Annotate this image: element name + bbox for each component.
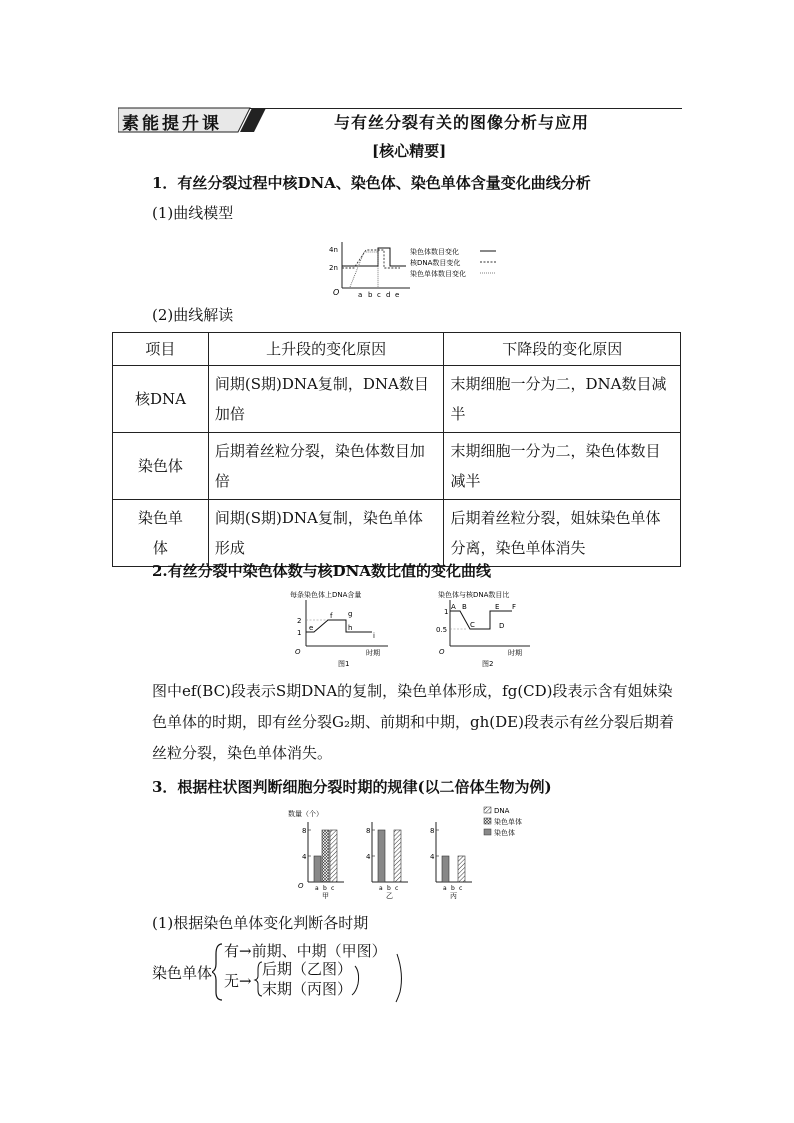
fig1-ytick-2: 2 — [297, 617, 302, 625]
inner-brace — [255, 962, 262, 996]
bar-y-tick: 8 — [302, 827, 307, 835]
x-label-a: a — [358, 291, 363, 299]
fig1-ytick-1: 1 — [297, 629, 302, 637]
chromatid-curve — [350, 252, 378, 287]
bar-origin: O — [298, 882, 304, 890]
bar-x-label: c — [395, 885, 399, 892]
table-cell-item: 核DNA — [113, 366, 209, 433]
y-tick-2n: 2n — [329, 264, 338, 272]
y-tick-4n: 4n — [329, 246, 338, 254]
section1-sub1: (1)曲线模型 — [152, 204, 234, 222]
bar-甲-a — [314, 856, 321, 882]
fig1-origin: O — [295, 648, 301, 656]
x-label-c: c — [377, 291, 381, 299]
table-header: 项目 — [113, 333, 209, 366]
table-cell-rise: 间期(S期)DNA复制，DNA数目加倍 — [208, 366, 444, 433]
bar-x-label: c — [459, 885, 463, 892]
table-header: 下降段的变化原因 — [444, 333, 681, 366]
bar-x-label: b — [323, 885, 327, 892]
x-label-d: d — [386, 291, 391, 299]
section1-sub2: (2)曲线解读 — [152, 306, 234, 324]
fig1-point-g: g — [348, 610, 353, 618]
fig2-xlabel: 时期 — [508, 649, 522, 657]
bar-marks — [298, 822, 472, 900]
legend-chromatid: 染色单体数目变化 — [410, 270, 466, 278]
bar-x-label: b — [387, 885, 391, 892]
section2-paragraph — [152, 676, 682, 769]
table-cell-fall: 末期细胞一分为二，DNA数目减半 — [444, 366, 681, 433]
fig2-point-F: F — [512, 603, 517, 611]
fig2-point-B: B — [462, 603, 467, 611]
fig1-caption: 图1 — [338, 660, 350, 668]
x-label-e: e — [395, 291, 400, 299]
bar-x-label: a — [379, 885, 383, 892]
bar-乙-c — [394, 830, 401, 882]
legend-chromosome: 染色体 — [494, 829, 515, 837]
bar-panel-name: 甲 — [322, 892, 329, 900]
fig2-origin: O — [439, 648, 445, 656]
outer-brace — [212, 944, 222, 1000]
fig1-xlabel: 时期 — [366, 649, 380, 657]
section3-sub1: (1)根据染色单体变化判断各时期 — [152, 914, 369, 932]
chromosome-curve — [342, 248, 406, 266]
table-row — [113, 433, 681, 500]
section3-heading: 3．根据柱状图判断细胞分裂时期的规律(以二倍体生物为例) — [152, 778, 552, 796]
section1-heading: 1．有丝分裂过程中核DNA、染色体、染色单体含量变化曲线分析 — [152, 174, 591, 192]
fig2-title: 染色体与核DNA数目比 — [438, 591, 510, 599]
table-row — [113, 366, 681, 433]
figure2-chart — [430, 588, 540, 668]
bar-x-label: a — [443, 885, 447, 892]
table-header: 上升段的变化原因 — [208, 333, 444, 366]
dna-curve — [342, 250, 400, 268]
section2-heading: 2.有丝分裂中染色体数与核DNA数比值的变化曲线 — [152, 562, 492, 580]
bar-y-tick: 8 — [430, 827, 435, 835]
ylabel-1: 数量（个） — [288, 810, 323, 818]
table-row — [113, 500, 681, 567]
fig1-point-f: f — [330, 612, 333, 620]
legend-chromosome: 染色体数目变化 — [410, 248, 459, 256]
bar-charts — [286, 804, 536, 900]
bar-丙-a — [442, 856, 449, 882]
table-header-row — [113, 333, 681, 366]
figure1-chart — [286, 588, 396, 668]
table-cell-item: 染色单体 — [113, 500, 209, 567]
fig2-point-A: A — [451, 603, 456, 611]
bar-panel-name: 丙 — [450, 892, 457, 900]
judge-end: 末期（丙图） — [262, 980, 353, 998]
fig2-caption: 图2 — [482, 660, 494, 668]
fig1-point-h: h — [348, 624, 353, 632]
bar-y-tick: 4 — [366, 853, 371, 861]
core-summary-label: [核心精要] — [372, 142, 447, 160]
table-cell-rise: 后期着丝粒分裂，染色体数目加倍 — [208, 433, 444, 500]
bar-丙-c — [458, 856, 465, 882]
bar-panel-name: 乙 — [386, 892, 393, 900]
table-cell-rise: 间期(S期)DNA复制，染色单体形成 — [208, 500, 444, 567]
curve-model-chart — [320, 238, 510, 300]
table-cell-item: 染色体 — [113, 433, 209, 500]
judge-label: 染色单体 — [152, 964, 213, 982]
table-cell-fall: 后期着丝粒分裂，姐妹染色单体分离，染色单体消失 — [444, 500, 681, 567]
judge-late: 后期（乙图） — [262, 960, 353, 978]
fig1-point-i: i — [373, 632, 375, 640]
bar-乙-a — [378, 830, 385, 882]
fig1-title: 每条染色体上DNA含量 — [290, 591, 362, 599]
fig2-ytick-05: 0.5 — [436, 626, 448, 634]
origin-label: O — [333, 288, 340, 297]
fig2-point-D: D — [499, 622, 505, 630]
fig1-point-e: e — [309, 624, 314, 632]
fig2-point-C: C — [470, 621, 475, 629]
section2-paragraph-text: 图中ef(BC)段表示S期DNA的复制，染色单体形成，fg(CD)段表示含有姐妹染色单体的时期，即有丝分裂G₂期、前期和中期，gh(DE)段表示有丝分裂后期着丝粒分裂，染色单体消失。 — [152, 682, 674, 762]
bar-x-label: a — [315, 885, 319, 892]
fig2-ytick-1: 1 — [444, 608, 449, 616]
bar-y-tick: 8 — [366, 827, 371, 835]
x-label-b: b — [368, 291, 373, 299]
bar-x-label: b — [451, 885, 455, 892]
legend-dna: DNA — [494, 807, 510, 815]
bar-x-label: c — [331, 885, 335, 892]
bar-甲-c — [330, 830, 337, 882]
lesson-label: 素能提升课 — [122, 114, 222, 134]
judge-no: 无→ — [224, 972, 252, 990]
fig1-curve — [306, 620, 372, 632]
legend-dna: 核DNA数目变化 — [410, 259, 461, 267]
inner-close — [352, 966, 359, 995]
curve-explanation-table — [112, 332, 681, 567]
judge-yes: 有→前期、中期（甲图） — [224, 942, 387, 960]
page-title: 与有丝分裂有关的图像分析与应用 — [334, 113, 590, 132]
bar-y-tick: 4 — [302, 853, 307, 861]
fig2-point-E: E — [495, 603, 500, 611]
table-cell-fall: 末期细胞一分为二，染色体数目减半 — [444, 433, 681, 500]
outer-close — [396, 954, 401, 1002]
bar-y-tick: 4 — [430, 853, 435, 861]
legend-chromatid: 染色单体 — [494, 818, 522, 826]
bar-甲-b — [322, 830, 329, 882]
